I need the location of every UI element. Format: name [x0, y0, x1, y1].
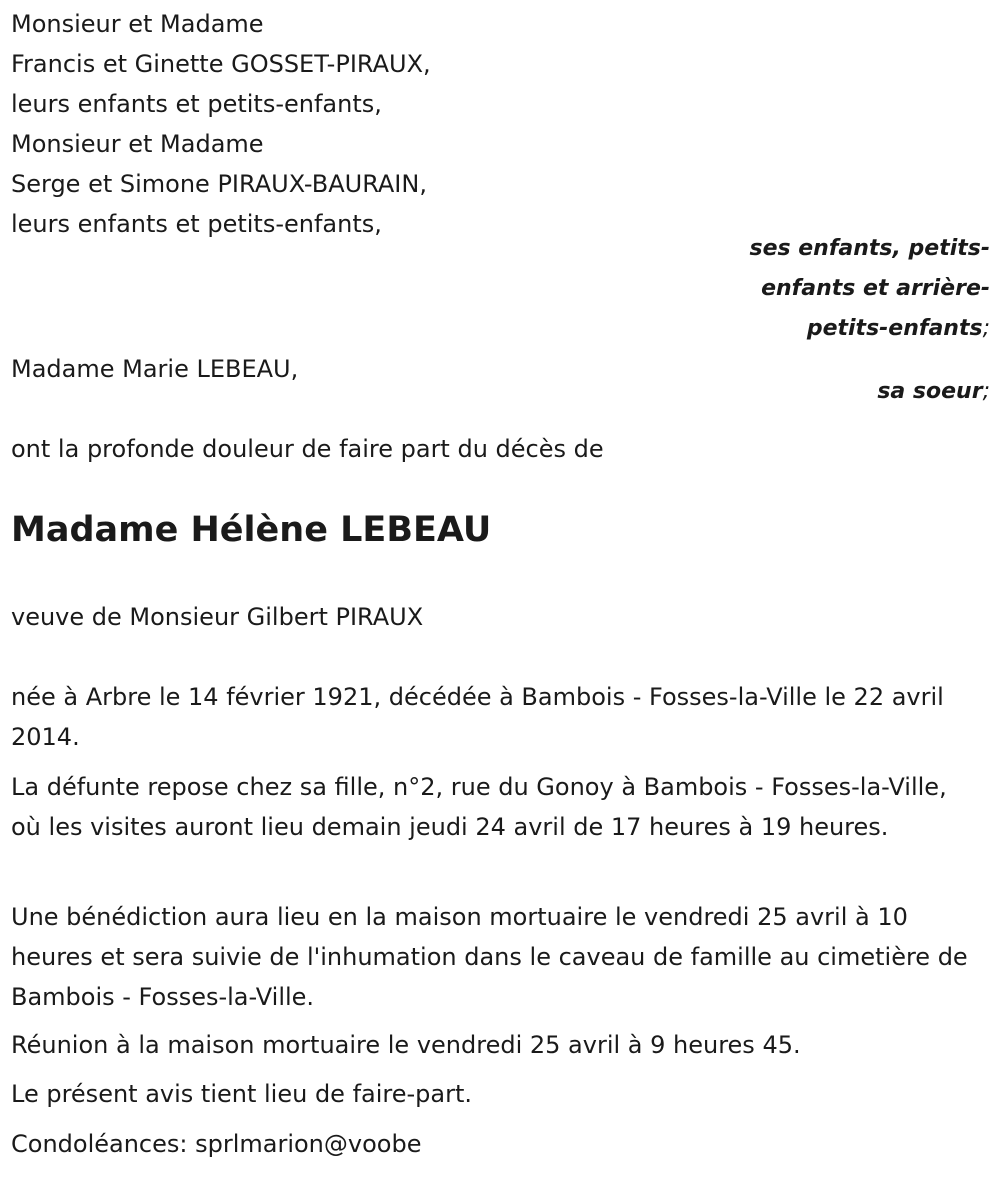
announcement-text: ont la profonde douleur de faire part du décès de: [11, 435, 604, 463]
family-line: leurs enfants et petits-enfants,: [11, 210, 382, 238]
family-line: Francis et Ginette GOSSET-PIRAUX,: [11, 50, 431, 78]
detail-repose: La défunte repose chez sa fille, n°2, rue du Gonoy à Bambois - Fosses-la-Ville, où les visites auront lieu demain jeudi 24 avril de 17 heures à 19 heures.: [11, 773, 947, 841]
family-line: Monsieur et Madame: [11, 130, 264, 158]
sister-relation: [877, 372, 990, 412]
detail-blessing: Une bénédiction aura lieu en la maison mortuaire le vendredi 25 avril à 10 heures et sera suivie de l'inhumation dans le caveau de famille au cimetière de Bambois - Fosses-la-Ville.: [11, 903, 968, 1011]
relation-line-last: [807, 309, 990, 349]
detail-meeting: Réunion à la maison mortuaire le vendredi 25 avril à 9 heures 45.: [11, 1031, 801, 1059]
relation-punct: ;: [982, 316, 990, 341]
family-line: Monsieur et Madame: [11, 10, 264, 38]
detail-condolences: Condoléances: sprlmarion@voobe: [11, 1130, 422, 1158]
family-line: leurs enfants et petits-enfants,: [11, 90, 382, 118]
relation-text: petits-enfants: [806, 316, 983, 341]
relation-line: enfants et arrière-: [761, 276, 990, 301]
family-line: Serge et Simone PIRAUX-BAURAIN,: [11, 170, 427, 198]
detail-notice: Le présent avis tient lieu de faire-part.: [11, 1080, 473, 1108]
deceased-name: Madame Hélène LEBEAU: [11, 510, 492, 550]
sister-name: Madame Marie LEBEAU,: [11, 355, 299, 383]
sister-relation-text: sa soeur: [877, 379, 983, 404]
detail-birth-death: née à Arbre le 14 février 1921, décédée à Bambois - Fosses-la-Ville le 22 avril 2014.: [11, 683, 944, 751]
relation-line: ses enfants, petits-: [749, 236, 990, 261]
widow-of: veuve de Monsieur Gilbert PIRAUX: [11, 603, 424, 631]
sister-relation-punct: ;: [982, 379, 990, 404]
